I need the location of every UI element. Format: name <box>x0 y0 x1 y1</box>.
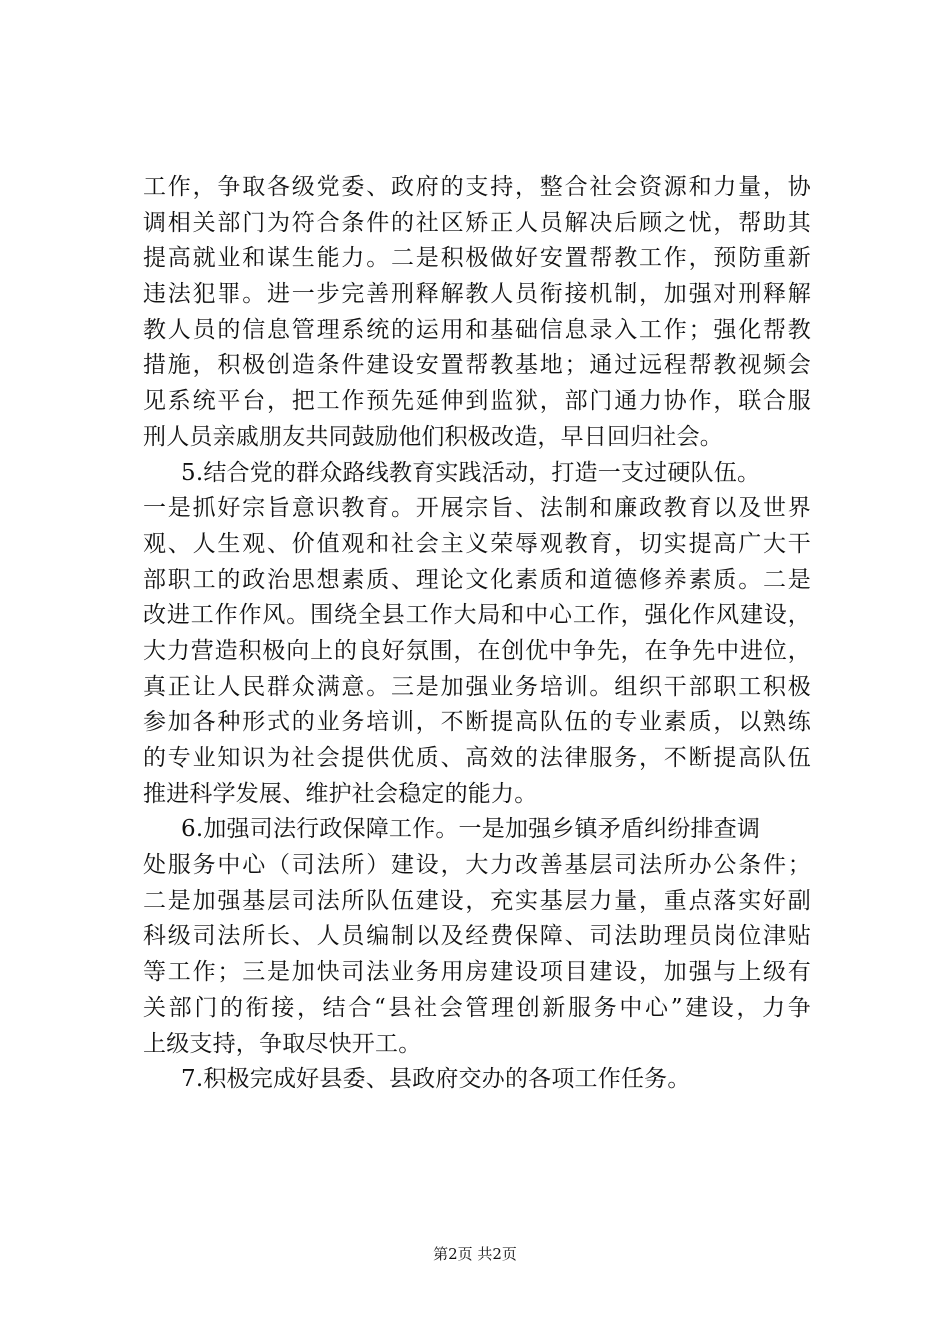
text-line: 教人员的信息管理系统的运用和基础信息录入工作；强化帮教 <box>143 316 811 343</box>
text-line: 大力营造积极向上的良好氛围，在创优中争先，在争先中进位， <box>143 637 811 664</box>
document-body <box>143 170 811 1098</box>
text-line: 处服务中心（司法所）建设，大力改善基层司法所办公条件； <box>143 852 811 879</box>
text-line: 见系统平台，把工作预先延伸到监狱，部门通力协作，联合服 <box>143 388 811 415</box>
section-heading-7: 7.积极完成好县委、县政府交办的各项工作任务。 <box>181 1066 691 1093</box>
text-line: 推进科学发展、维护社会稳定的能力。 <box>143 780 538 807</box>
page-footer: 第2页 共2页 <box>433 1245 517 1263</box>
text-line: 工作，争取各级党委、政府的支持，整合社会资源和力量，协 <box>143 174 811 200</box>
section-heading-5: 5.结合党的群众路线教育实践活动，打造一支过硬队伍。 <box>181 459 761 486</box>
text-line: 上级支持，争取尽快开工。 <box>143 1030 422 1057</box>
text-line: 改进工作作风。围绕全县工作大局和中心工作，强化作风建设， <box>143 602 811 629</box>
text-line: 的专业知识为社会提供优质、高效的法律服务，不断提高队伍 <box>143 745 811 771</box>
text-line: 等工作；三是加快司法业务用房建设项目建设，加强与上级有 <box>143 959 811 986</box>
text-line: 违法犯罪。进一步完善刑释解教人员衔接机制，加强对刑释解 <box>143 281 811 308</box>
text-line: 真正让人民群众满意。三是加强业务培训。组织干部职工积极 <box>143 673 811 700</box>
text-line: 参加各种形式的业务培训，不断提高队伍的专业素质，以熟练 <box>143 709 811 736</box>
text-line: 部职工的政治思想素质、理论文化素质和道德修养素质。二是 <box>143 566 811 593</box>
text-line: 关部门的衔接，结合“县社会管理创新服务中心”建设，力争 <box>143 994 811 1021</box>
text-line: 措施，积极创造条件建设安置帮教基地；通过远程帮教视频会 <box>143 352 811 379</box>
text-line: 观、人生观、价值观和社会主义荣辱观教育，切实提高广大干 <box>143 530 811 557</box>
text-line: 调相关部门为符合条件的社区矫正人员解决后顾之忧，帮助其 <box>143 209 811 236</box>
text-line: 一是抓好宗旨意识教育。开展宗旨、法制和廉政教育以及世界 <box>143 495 811 522</box>
text-line: 提高就业和谋生能力。二是积极做好安置帮教工作，预防重新 <box>143 245 811 272</box>
text-line: 刑人员亲戚朋友共同鼓励他们积极改造，早日回归社会。 <box>143 423 723 450</box>
section-heading-6: 6.加强司法行政保障工作。一是加强乡镇矛盾纠纷排查调 <box>181 816 761 843</box>
text-line: 二是加强基层司法所队伍建设，充实基层力量，重点落实好副 <box>143 887 811 914</box>
text-line: 科级司法所长、人员编制以及经费保障、司法助理员岗位津贴 <box>143 923 811 950</box>
